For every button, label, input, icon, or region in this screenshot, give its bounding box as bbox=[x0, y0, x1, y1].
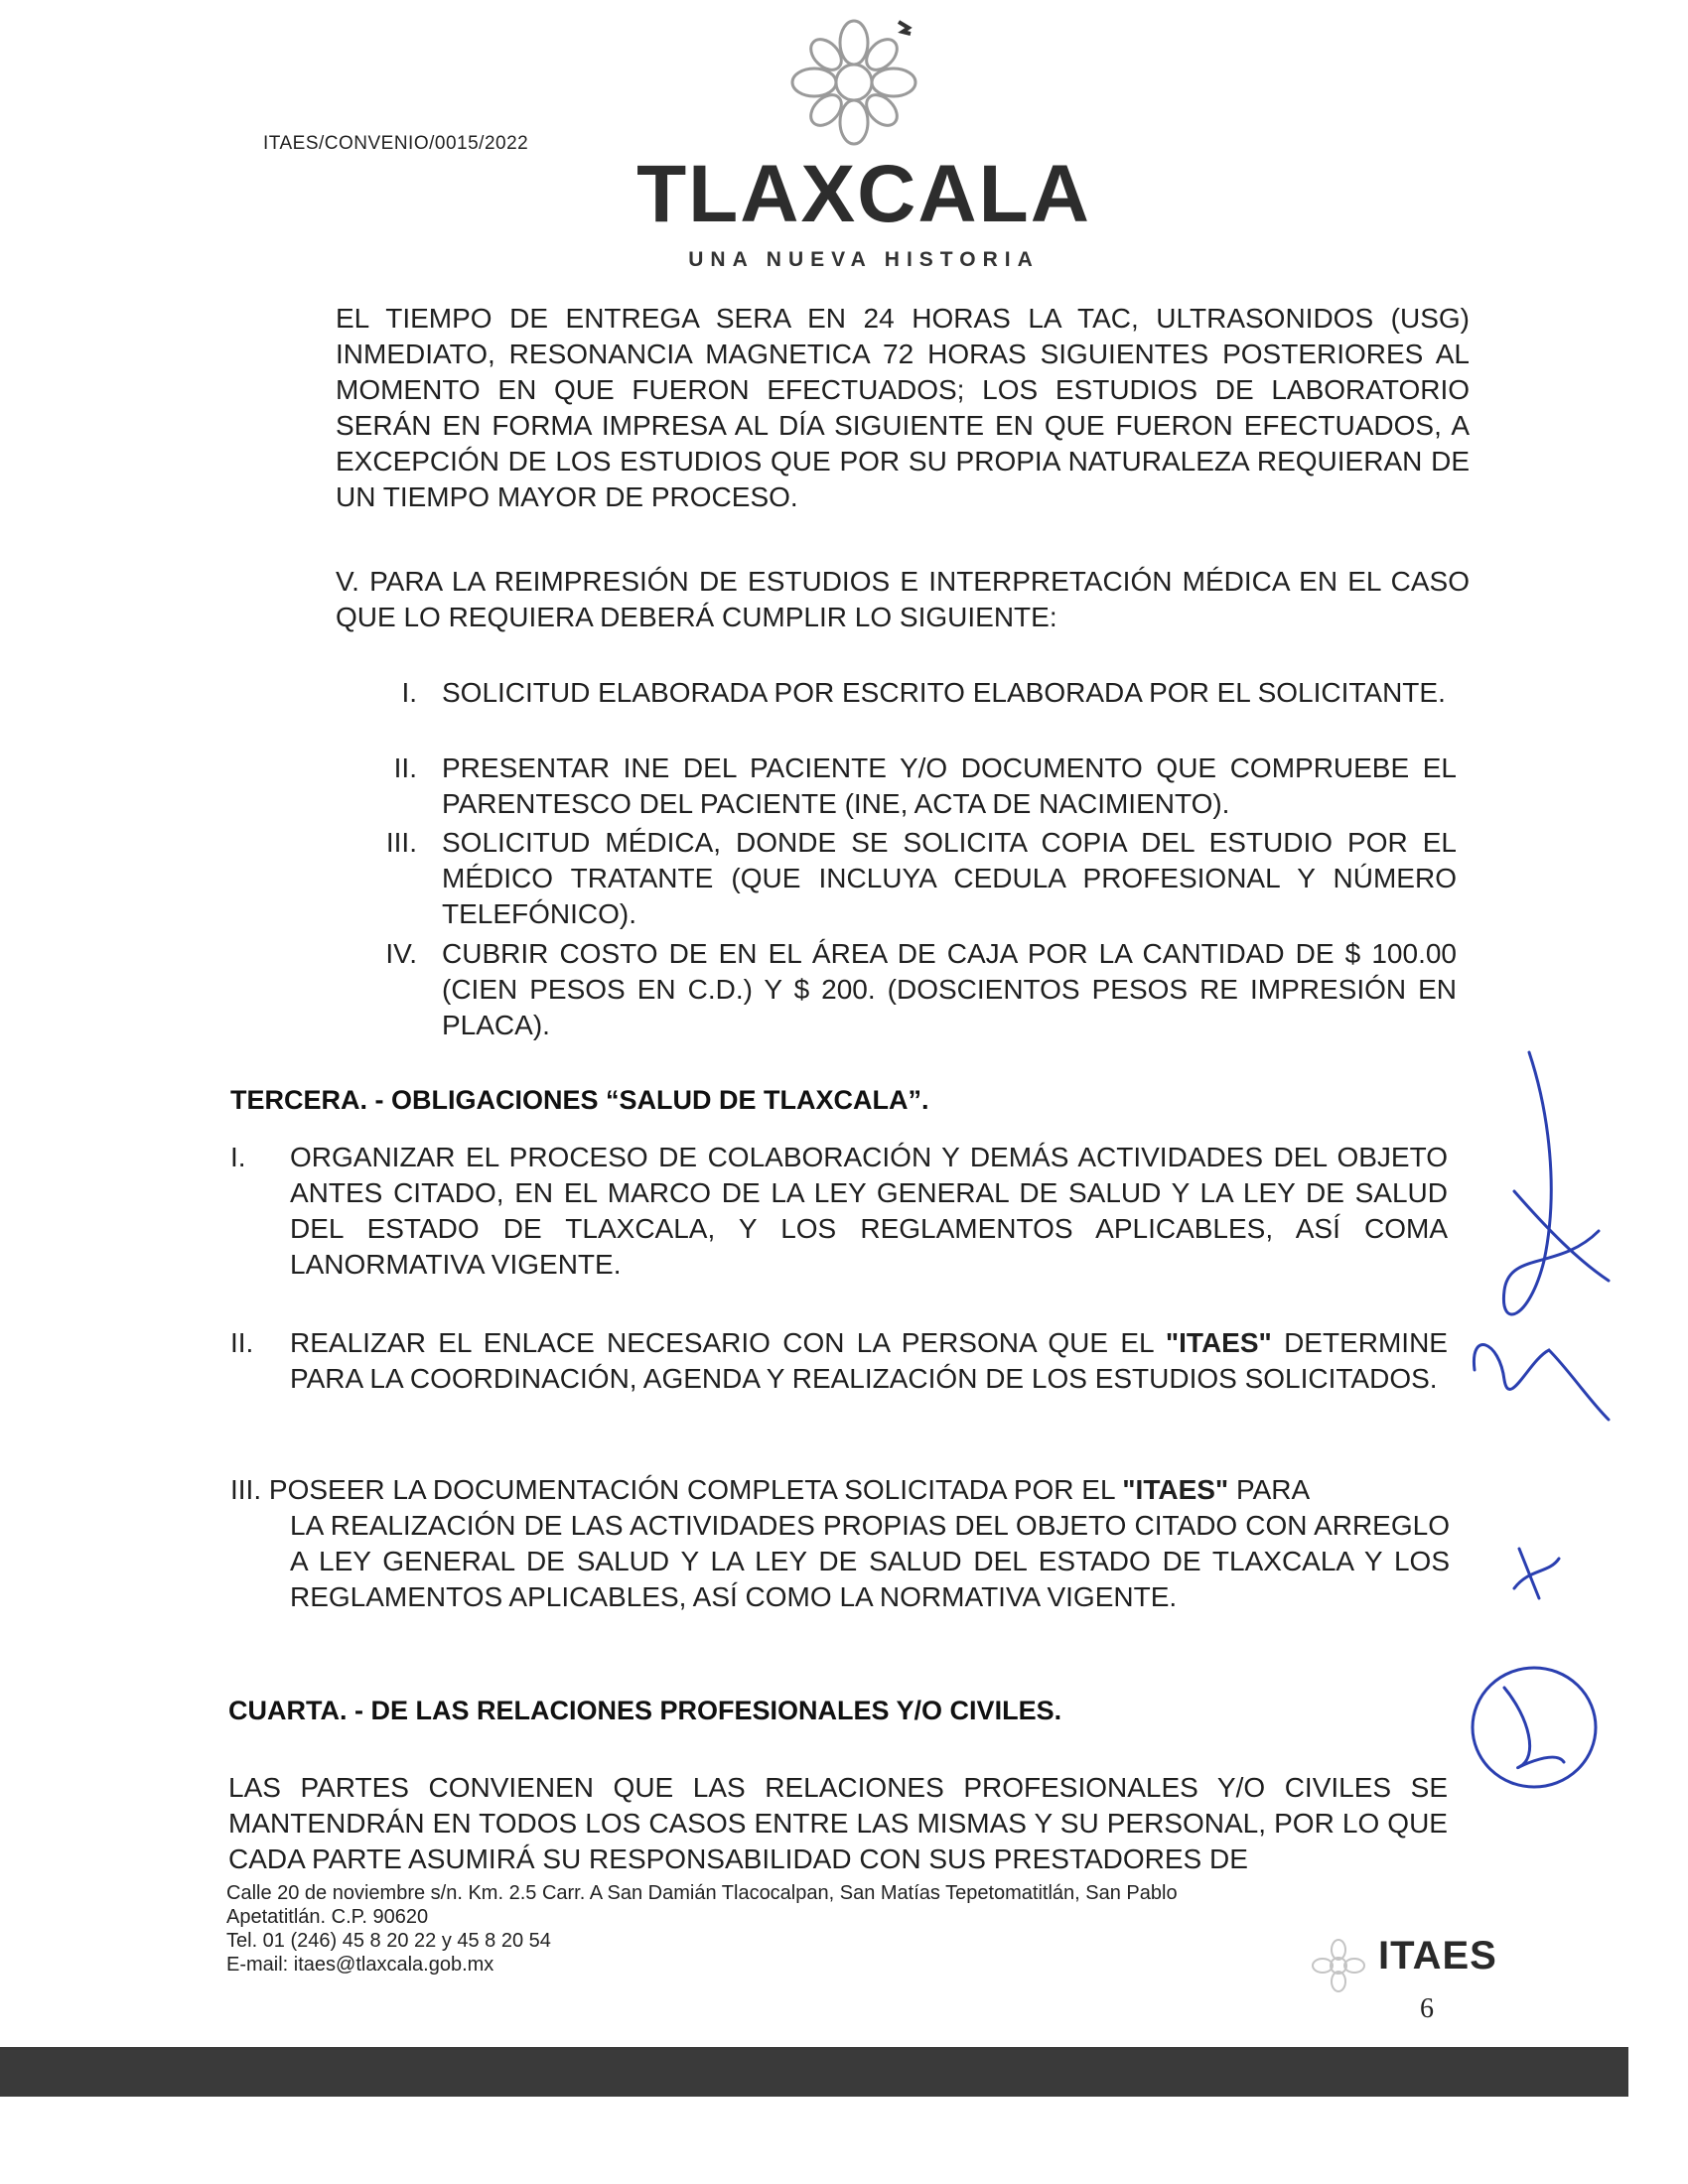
page-number: 6 bbox=[1420, 1993, 1434, 2024]
reprint-paragraph: V. PARA LA REIMPRESIÓN DE ESTUDIOS E INTERPRETACIÓN MÉDICA EN EL CASO QUE LO REQUIERA DEBERÁ CUMPLIR LO SIGUIENTE: bbox=[336, 566, 1470, 632]
brand-tagline: UNA NUEVA HISTORIA bbox=[688, 248, 1040, 271]
list-item-number: I. bbox=[401, 677, 417, 708]
itaes-logo-text: ITAES bbox=[1378, 1934, 1497, 1978]
relations-paragraph: LAS PARTES CONVIENEN QUE LAS RELACIONES PROFESIONALES Y/O CIVILES SE MANTENDRÁN EN TODOS LOS CASOS ENTRE LAS MISMAS Y SU PERSONAL, POR LO QUE CADA PARTE ASUMIRÁ SU RESPONSABILIDAD CON SUS PRESTADORES DE bbox=[228, 1772, 1448, 1874]
itaes-emblem-icon bbox=[1309, 1936, 1368, 1995]
signature-marks-icon bbox=[1460, 1032, 1688, 1827]
obligation-number: II. bbox=[230, 1327, 254, 1358]
list-item-text: CUBRIR COSTO DE EN EL ÁREA DE CAJA POR LA CANTIDAD DE $ 100.00 (CIEN PESOS EN C.D.) Y $ 200. (DOSCIENTOS PESOS RE IMPRESIÓN EN PLACA). bbox=[442, 938, 1457, 1040]
footer-contact bbox=[226, 1881, 1178, 1977]
obligation-number: I. bbox=[230, 1142, 246, 1172]
obligation-text-part: REALIZAR EL ENLACE NECESARIO CON LA PERSONA QUE EL bbox=[290, 1327, 1166, 1358]
obligation-text bbox=[290, 1325, 1448, 1397]
obligation-text-part: PARA bbox=[1228, 1474, 1311, 1505]
footer-phone: Tel. 01 (246) 45 8 20 22 y 45 8 20 54 bbox=[226, 1930, 551, 1952]
list-item-number: IV. bbox=[385, 938, 417, 969]
delivery-time-paragraph: EL TIEMPO DE ENTREGA SERA EN 24 HORAS LA TAC, ULTRASONIDOS (USG) INMEDIATO, RESONANCIA MAGNETICA 72 HORAS SIGUIENTES POSTERIORES AL MOMENTO EN QUE FUERON EFECTUADOS; LOS ESTUDIOS DE LABORATORIO SERÁN EN FORMA IMPRESA AL DÍA SIGUIENTE EN QUE FUERON EFECTUADOS, A EXCEPCIÓN DE LOS ESTUDIOS QUE POR SU PROPIA NATURALEZA REQUIERAN DE UN TIEMPO MAYOR DE PROCESO. bbox=[336, 303, 1470, 512]
list-item-number: III. bbox=[385, 827, 417, 858]
list-item-text: SOLICITUD ELABORADA POR ESCRITO ELABORADA POR EL SOLICITANTE. bbox=[442, 677, 1446, 708]
obligation-text-part: DETERMINE PARA LA COORDINACIÓN, AGENDA Y REALIZACIÓN DE LOS ESTUDIOS SOLICITADOS. bbox=[290, 1327, 1448, 1394]
bottom-bar bbox=[0, 2047, 1628, 2097]
cuarta-heading: CUARTA. - DE LAS RELACIONES PROFESIONALES Y/O CIVILES. bbox=[228, 1696, 1062, 1725]
obligation-text-part: POSEER LA DOCUMENTACIÓN COMPLETA SOLICITADA POR EL bbox=[268, 1474, 1123, 1505]
footer-email: E-mail: itaes@tlaxcala.gob.mx bbox=[226, 1954, 494, 1976]
obligation-text: LA REALIZACIÓN DE LAS ACTIVIDADES PROPIAS DEL OBJETO CITADO CON ARREGLO A LEY GENERAL DE SALUD Y LA LEY DE SALUD DEL ESTADO DE TLAXCALA Y LOS REGLAMENTOS APLICABLES, ASÍ COMO LA NORMATIVA VIGENTE. bbox=[290, 1510, 1450, 1612]
footer-address-line: Calle 20 de noviembre s/n. Km. 2.5 Carr. A San Damián Tlacocalpan, San Matías Tepetomatitlán, San Pablo bbox=[226, 1882, 1178, 1904]
tlaxcala-emblem-icon bbox=[770, 8, 938, 157]
itaes-strong: "ITAES" bbox=[1165, 1327, 1272, 1358]
list-item-text: SOLICITUD MÉDICA, DONDE SE SOLICITA COPIA DEL ESTUDIO POR EL MÉDICO TRATANTE (QUE INCLUYA CEDULA PROFESIONAL Y NÚMERO TELEFÓNICO). bbox=[442, 827, 1457, 929]
itaes-strong: "ITAES" bbox=[1122, 1474, 1229, 1505]
tercera-heading: TERCERA. - OBLIGACIONES “SALUD DE TLAXCALA”. bbox=[230, 1085, 929, 1115]
obligation-number: III. bbox=[230, 1474, 262, 1505]
obligation-text: ORGANIZAR EL PROCESO DE COLABORACIÓN Y DEMÁS ACTIVIDADES DEL OBJETO ANTES CITADO, EN EL MARCO DE LA LEY GENERAL DE SALUD Y LA LEY DE SALUD DEL ESTADO DE TLAXCALA, Y LOS REGLAMENTOS APLICABLES, ASÍ COMA LANORMATIVA VIGENTE. bbox=[290, 1142, 1448, 1280]
footer-address-line: Apetatitlán. C.P. 90620 bbox=[226, 1906, 429, 1928]
list-item-number: II. bbox=[393, 752, 417, 783]
list-item-text: PRESENTAR INE DEL PACIENTE Y/O DOCUMENTO QUE COMPRUEBE EL PARENTESCO DEL PACIENTE (INE, ACTA DE NACIMIENTO). bbox=[442, 752, 1457, 819]
document-reference: ITAES/CONVENIO/0015/2022 bbox=[263, 133, 529, 154]
obligation-first-line bbox=[230, 1472, 1442, 1508]
brand-title: TLAXCALA bbox=[636, 149, 1091, 239]
